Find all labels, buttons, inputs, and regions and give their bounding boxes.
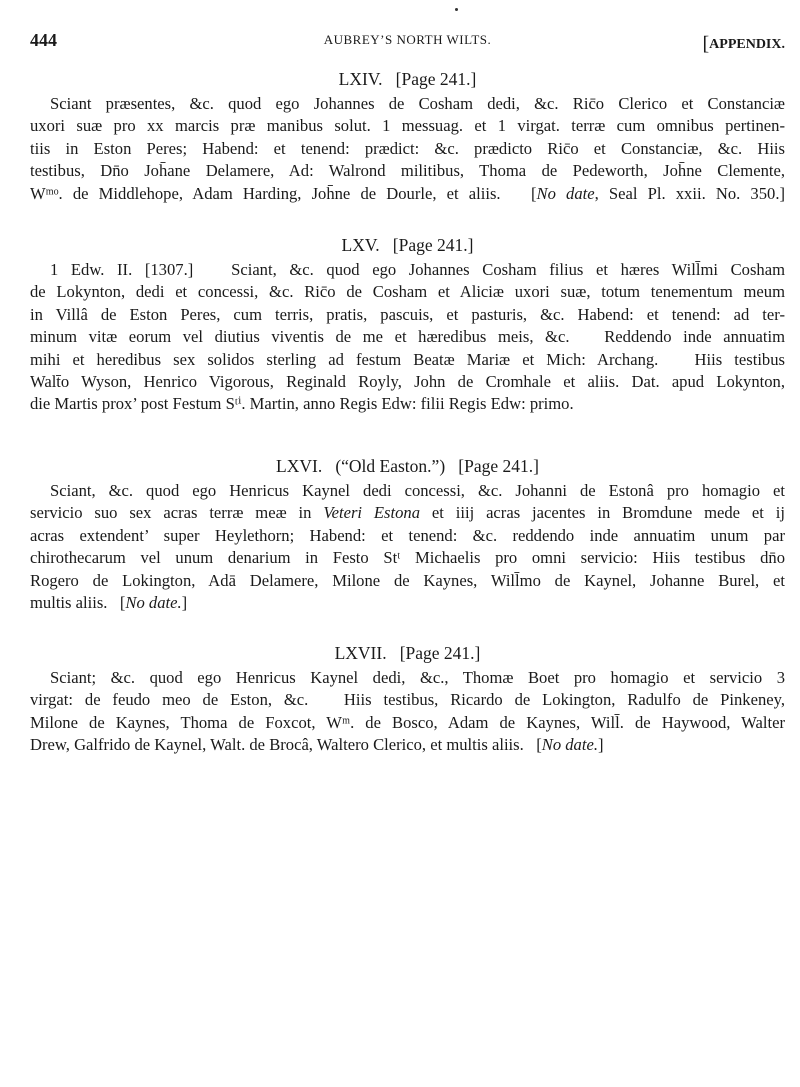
page-number: 444 (30, 30, 57, 50)
charter-heading: LXIV. [Page 241.] (338, 69, 477, 89)
section-name: APPENDIX. (709, 37, 785, 52)
charter-lxv (30, 232, 785, 416)
text-line (30, 160, 785, 182)
text-segment: Sciant; &c. quod ego Henricus Kaynel dedi, &c., Thomæ Boet pro homagio et servicio 3 (50, 668, 785, 687)
text-line (30, 304, 785, 326)
section-bracket: [ (702, 33, 710, 55)
section-label (702, 31, 785, 54)
text-line (30, 138, 785, 160)
text-line (30, 689, 785, 711)
text-segment: Rogero de Lokington, Adā Delamere, Milone de Kaynes, Will̄mo de Kaynel, Johanne Burel, et (30, 570, 785, 590)
text-segment: Sciant, &c. quod ego Henricus Kaynel dedi concessi, &c. Johanni de Estonâ pro homagio et (50, 481, 785, 500)
text-segment: tiis in Eston Peres; Habend: et tenend: prædict: &c. prædicto Ric̄o et Constanciæ, &c. Hiis (30, 138, 785, 158)
text-segment: mihi et heredibus sex solidos sterling ad festum Beatæ Mariæ et Mich: Archang. Hiis testibus (30, 349, 785, 369)
text-segment: die Martis prox’ post Festum Sᵗⁱ. Martin, anno Regis Edw: filii Regis Edw: primo. (30, 394, 574, 414)
text-line (30, 115, 785, 137)
text-line (30, 525, 785, 547)
text-segment: de Lokynton, dedi et concessi, &c. Ric̄o de Cosham et Aliciæ uxori suæ, totum tenementum meum (30, 282, 785, 302)
charter-text (30, 259, 785, 416)
text-segment: servicio suo sex acras terræ meæ in (30, 503, 324, 523)
text-segment: acras extendent’ super Heylethorn; Habend: et tenend: &c. reddendo inde annuatim unum par (30, 525, 785, 545)
italic-text-segment: No date. (541, 735, 598, 755)
text-segment: Wᵐᵒ. de Middlehope, Adam Harding, Joh̄ne de Dourle, et aliis. [ (30, 183, 537, 203)
charter-text (30, 480, 785, 614)
text-line (30, 592, 785, 614)
charter-heading: LXVI. (“Old Easton.”) [Page 241.] (276, 456, 539, 476)
print-speck (455, 8, 458, 11)
charter-heading: LXV. [Page 241.] (341, 235, 474, 255)
text-segment: ] (597, 735, 604, 755)
text-segment: chirothecarum vel unum denarium in Festo Stᵗ Michaelis pro omni servicio: Hiis testibus dn̄o (30, 548, 785, 568)
text-segment: in Villâ de Eston Peres, cum terris, pratis, pascuis, et pasturis, &c. Habend: et tenend: ad ter- (30, 304, 785, 324)
text-segment: Milone de Kaynes, Thoma de Foxcot, Wᵐ. de Bosco, Adam de Kaynes, Will̄. de Haywood, Walter (30, 712, 785, 732)
text-line (30, 667, 785, 689)
text-segment: uxori suæ pro xx marcis præ manibus solut. 1 messuag. et 1 virgat. terræ cum omnibus pertinen- (30, 116, 785, 136)
text-segment: Walt̄o Wyson, Henrico Vigorous, Reginald Royly, John de Cromhale et aliis. Dat. apud Lokynton, (30, 371, 785, 391)
text-line (30, 734, 785, 756)
text-line (30, 259, 785, 281)
italic-text-segment: No date (536, 183, 595, 203)
text-segment: testibus, Dn̄o Joh̄ane Delamere, Ad: Walrond militibus, Thoma de Pedeworth, Joh̄ne Clemente, (30, 161, 785, 181)
text-segment: virgat: de feudo meo de Eston, &c. Hiis testibus, Ricardo de Lokington, Radulfo de Pinkeney, (30, 690, 785, 710)
text-line (30, 480, 785, 502)
charter-lxiv (30, 66, 785, 205)
charter-heading: LXVII. [Page 241.] (334, 643, 481, 663)
text-line (30, 349, 785, 371)
text-line (30, 326, 785, 348)
page-header (30, 30, 785, 54)
charter-lxvii (30, 640, 785, 757)
charter-lxvi (30, 453, 785, 614)
running-title: AUBREY’S NORTH WILTS. (323, 32, 492, 47)
text-line (30, 93, 785, 115)
text-line (30, 281, 785, 303)
text-line (30, 570, 785, 592)
text-segment: ] (181, 592, 188, 612)
text-line (30, 712, 785, 734)
charter-text (30, 93, 785, 205)
text-line (30, 502, 785, 524)
text-segment: Drew, Galfrido de Kaynel, Walt. de Brocâ, Waltero Clerico, et multis aliis. [ (30, 735, 542, 755)
charter-text (30, 667, 785, 757)
text-line (30, 393, 785, 415)
text-line (30, 371, 785, 393)
text-segment: minum vitæ eorum vel diutius viventis de me et hæredibus meis, &c. Reddendo inde annuatim (30, 327, 785, 347)
italic-text-segment: Veteri Estona (323, 503, 420, 523)
text-segment: 1 Edw. II. [1307.] Sciant, &c. quod ego Johannes Cosham filius et hæres Will̄mi Cosham (50, 260, 785, 279)
text-line (30, 547, 785, 569)
italic-text-segment: No date. (125, 592, 182, 612)
text-segment: , Seal Pl. xxii. No. 350.] (594, 183, 785, 203)
text-segment: multis aliis. [ (30, 592, 126, 612)
text-segment: et iiij acras jacentes in Bromdune mede et ij (420, 503, 785, 523)
text-segment: Sciant præsentes, &c. quod ego Johannes de Cosham dedi, &c. Ric̄o Clerico et Constanciæ (50, 94, 785, 113)
text-line (30, 183, 785, 205)
